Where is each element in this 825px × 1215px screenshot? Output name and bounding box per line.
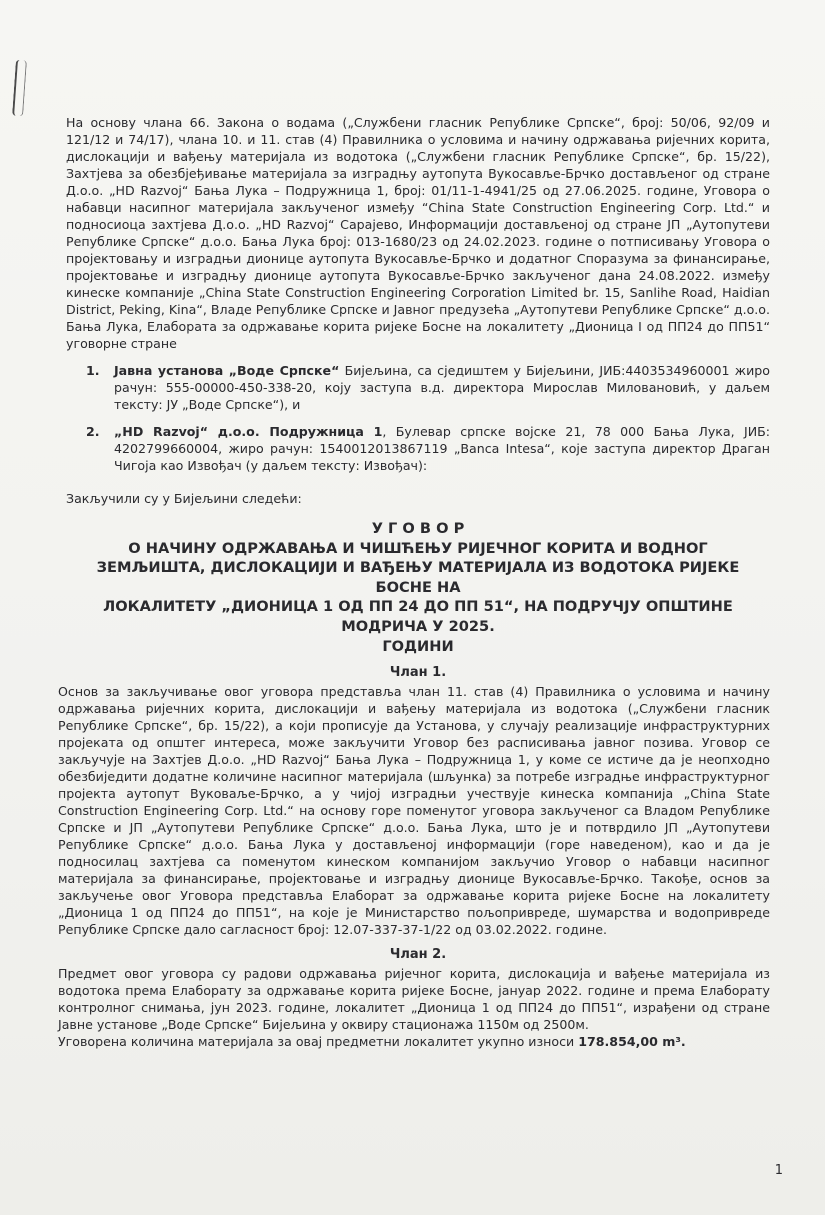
party-details: Бијељина, са сједиштем у Бијељини, ЈИБ:4403534960001 жиро рачун: 555-00000-450-338-20, коју заступа в.д. директора Мирослав Миловановић, у даљем тексту: ЈУ „Воде Српске“), и	[114, 363, 770, 412]
title-line: ГОДИНИ	[382, 637, 454, 655]
article-2-heading: Члан 2.	[389, 947, 447, 963]
title-line: ЛОКАЛИТЕТУ „ДИОНИЦА 1 ОД ПП 24 ДО ПП 51“, НА ПОДРУЧЈУ ОПШТИНЕ МОДРИЧА У 2025.	[103, 598, 733, 635]
intro-paragraph: На основу члана 66. Закона о водама („Службени гласник Републике Српске“, број: 50/06, 92/09 и 121/12 и 74/17), члана 10. и 11. став (4) Правилника о условима и начину одржавања ријечних корита, дислокацији и вађењу материјала из водотока („Службени гласник Републике Српске“, бр. 15/22), Захтјева за обезбјеђивање материјала за изградњу аутопута Вукосавље-Брчко достављеног од стране Д.о.о. „HD Razvoj“ Бања Лука – Подружница 1, број: 01/11-1-4941/25 од 27.06.2025. године, Уговора о набавци насипног материјала закљученог између “China State Construction Engineering Corp. Ltd.“ и подносиоца захтјева Д.о.о. „HD Razvoj“ Сарајево, Информацији достављеној од стране ЈП „Аутопутеви Републике Српске“ д.о.о. Бања Лука број: 013-1680/23 од 24.02.2023. године о потписивању Уговора о пројектовању и изградњи дионице аутопута Вукосавље-Брчко и додатног Споразума за финансирање, пројектовање и изградњу дионице аутопута Вукосавље-Брчко закљученог дана 24.08.2022. између кинеске компаније „China State Construction Engineering Corporation Limited br. 15, Sanlihe Road, Haidian District, Peking, Kina“, Владе Републике Српске и Јавног предузећа „Аутопутеви Републике Српске“ д.о.о. Бања Лука, Елабората за одржавање корита ријеке Босне на локалитету „Дионица I од ПП24 до ПП51“ уговорне стране	[66, 115, 770, 351]
party-number: 2.	[86, 424, 100, 439]
staple-mark	[12, 60, 27, 117]
party-number: 1.	[86, 363, 100, 378]
title-line: О НАЧИНУ ОДРЖАВАЊА И ЧИШЋЕЊУ РИЈЕЧНОГ КОРИТА И ВОДНОГ	[128, 539, 708, 557]
quantity-value: 178.854,00 m³.	[578, 1034, 686, 1050]
article-1-heading: Члан 1.	[389, 665, 447, 681]
party-item	[66, 362, 770, 413]
contract-title	[66, 519, 770, 656]
parties-list	[66, 362, 770, 474]
title-line: ЗЕМЉИШТА, ДИСЛОКАЦИЈИ И ВАЂЕЊУ МАТЕРИЈАЛА ИЗ ВОДОТОКА РИЈЕКЕ БОСНЕ НА	[96, 559, 740, 596]
title-line: У Г О В О Р	[371, 520, 465, 537]
article-2-body: Предмет овог уговора су радови одржавања ријечног корита, дислокација и вађење материјала из водотока према Елаборату за одржавање корита ријеке Босне, јануар 2022. године и према Елаборату контролног снимања, јун 2023. године, локалитет „Дионица 1 од ПП24 до ПП51“, израђени од стране Јавне установе „Воде Српске“ Бијељина у оквиру стационажа 1150м од 2500м.	[58, 966, 770, 1033]
document-body	[58, 114, 771, 1050]
page-number: 1	[774, 1163, 783, 1178]
party-name: „HD Razvoj“ д.о.о. Подружница 1	[114, 424, 383, 439]
party-item	[66, 423, 770, 474]
quantity-prefix: Уговорена количина материјала за овај предметни локалитет укупно износи	[58, 1034, 579, 1050]
article-2-text	[58, 965, 770, 1050]
party-details: , Булевар српске војске 21, 78 000 Бања Лука, ЈИБ: 4202799660004, жиро рачун: 1540012013867119 „Banca Intesa“, које заступа директор Драган Чигоја као Извођач (у даљем тексту: Извођач):	[114, 424, 771, 473]
party-description	[114, 362, 770, 413]
party-name: Јавна установа „Воде Српске“	[114, 363, 340, 378]
party-description	[114, 423, 770, 474]
article-1-text: Основ за закључивање овог уговора представља члан 11. став (4) Правилника о условима и начину одржавања ријечних корита, дислокацији и вађењу материјала из водотока („Службени гласник Републике Српске“, бр. 15/22), а који прописује да Установа, у случају реализације инфраструктурних пројеката од општег интереса, може закључити Уговор без расписивања јавног позива. Уговор се закључује на Захтјев Д.о.о. „HD Razvoj“ Бања Лука – Подружница 1, у коме се истиче да је неопходно обезбиједити додатне количине насипног материјала (шљунка) за потребе изградње инфраструктурног пројекта аутопут Вуковаље-Брчко, а у чијој изградњи учествује кинеска компанија „China State Construction Engineering Corp. Ltd.“ на основу горе поменутог уговора закљученог са Владом Републике Српске и ЈП „Аутопутеви Републике Српске“ д.о.о. Бања Лука, што је и потврдило ЈП „Аутопутеви Републике Српске“ д.о.о. Бања Лука у достављеној информацији (горе наведеном), као и да је подносилац захтјева са поменутом кинеском компанијом закључио Уговор о набавци насипног материјала за финансирање, пројектовање и изградњу дионице Вукосавље-Брчко. Такође, основ за закључење овог Уговора представља Елаборат за одржавање корита ријеке Босне на локалитету „Дионица 1 од ПП24 до ПП51“, на које је Министарство пољопривреде, шумарства и водопривреде Републике Српске дало сагласност број: 12.07-337-37-1/22 од 03.02.2022. године.	[58, 684, 770, 938]
concluded-line: Закључили су у Бијељини следећи:	[66, 491, 302, 506]
